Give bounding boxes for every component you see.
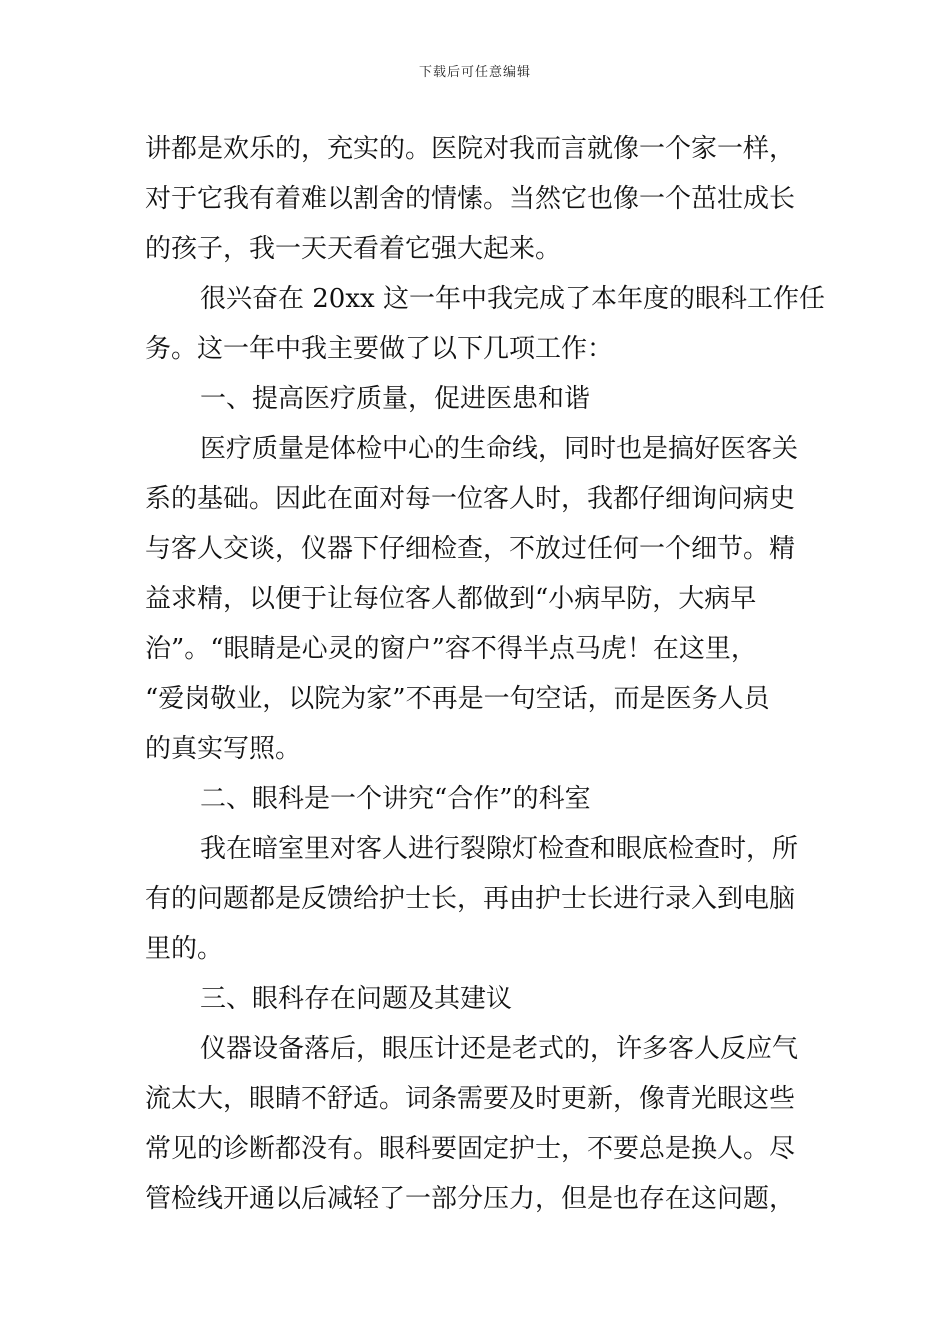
- text-line: 与客人交谈，仪器下仔细检查，不放过任何一个细节。精: [145, 534, 796, 564]
- text-line: 对于它我有着难以割舍的情愫。当然它也像一个茁壮成长: [145, 184, 796, 214]
- text-line: 有的问题都是反馈给护士长，再由护士长进行录入到电脑: [145, 884, 796, 914]
- section-heading: 二、眼科是一个讲究“合作”的科室: [200, 784, 591, 814]
- text-line: 的真实写照。: [145, 734, 302, 764]
- text-line: “爱岗敬业，以院为家”不再是一句空话，而是医务人员: [145, 684, 770, 714]
- section-heading: 三、眼科存在问题及其建议: [200, 984, 513, 1014]
- text-line: 常见的诊断都没有。眼科要固定护士，不要总是换人。尽: [145, 1134, 796, 1164]
- text-line: 的孩子，我一天天看着它强大起来。: [145, 234, 562, 264]
- text-line: 治”。“眼睛是心灵的窗户”容不得半点马虎！在这里，: [145, 634, 757, 664]
- document-body: [145, 124, 825, 1224]
- text-line: 益求精，以便于让每位客人都做到“小病早防，大病早: [145, 584, 757, 614]
- text-line: 系的基础。因此在面对每一位客人时，我都仔细询问病史: [145, 484, 796, 514]
- text-line: 医疗质量是体检中心的生命线，同时也是搞好医客关: [200, 434, 799, 464]
- text-line: 管检线开通以后减轻了一部分压力，但是也存在这问题，: [145, 1184, 796, 1214]
- page-header: 下载后可任意编辑: [418, 65, 531, 80]
- text-line: 很兴奋在 20xx 这一年中我完成了本年度的眼科工作任: [200, 284, 825, 314]
- section-heading: 一、提高医疗质量，促进医患和谐: [200, 384, 591, 414]
- text-line: 里的。: [145, 934, 224, 964]
- text-line: 仪器设备落后，眼压计还是老式的，许多客人反应气: [200, 1034, 799, 1064]
- text-line: 讲都是欢乐的，充实的。医院对我而言就像一个家一样，: [145, 134, 796, 164]
- text-line: 务。这一年中我主要做了以下几项工作：: [145, 334, 614, 364]
- text-line: 我在暗室里对客人进行裂隙灯检查和眼底检查时，所: [200, 834, 799, 864]
- text-line: 流太大，眼睛不舒适。词条需要及时更新，像青光眼这些: [145, 1084, 796, 1114]
